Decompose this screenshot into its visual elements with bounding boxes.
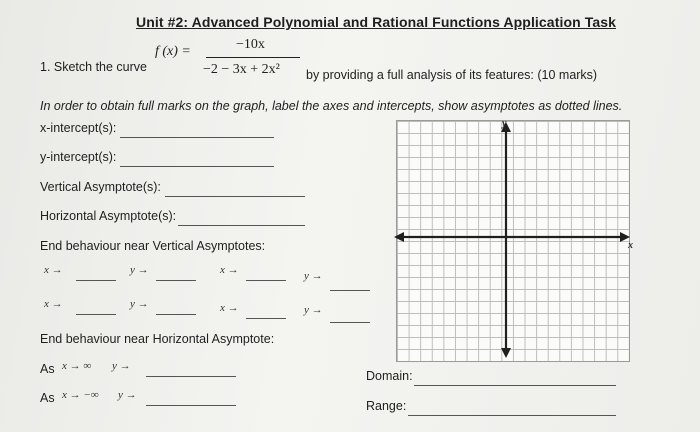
y-arrow-4: y → xyxy=(304,304,323,316)
domain-blank[interactable] xyxy=(414,385,616,386)
x-intercepts-label: x-intercept(s): xyxy=(40,121,117,135)
va-blank-4[interactable] xyxy=(330,290,370,291)
y-arrow-6: y → xyxy=(118,389,137,401)
x-arrow-3: x → xyxy=(44,298,63,310)
x-arrow-2: x → xyxy=(220,264,239,276)
fraction-denominator: −2 − 3x + 2x² xyxy=(203,62,280,77)
y-intercepts-blank[interactable] xyxy=(120,166,274,167)
graph-axes xyxy=(390,118,640,363)
va-blank-6[interactable] xyxy=(156,314,196,315)
instruction-text: In order to obtain full marks on the graph, label the axes and intercepts, show asymptotes as dotted lines. xyxy=(40,99,623,113)
va-blank-1[interactable] xyxy=(76,280,116,281)
page-title: Unit #2: Advanced Polynomial and Rational Functions Application Task xyxy=(136,14,617,30)
y-intercepts-label: y-intercept(s): xyxy=(40,150,117,164)
fraction-bar xyxy=(206,57,300,58)
as-label-1: As xyxy=(40,362,55,376)
end-behaviour-ha-label: End behaviour near Horizontal Asymptote: xyxy=(40,332,275,346)
x-to-inf: x → ∞ xyxy=(62,360,92,372)
x-arrow-1: x → xyxy=(44,264,63,276)
va-blank-5[interactable] xyxy=(76,314,116,315)
vertical-asymptotes-label: Vertical Asymptote(s): xyxy=(40,180,161,194)
y-arrow-2: y → xyxy=(304,270,323,282)
y-axis-bottom-arrow xyxy=(501,348,511,358)
y-axis-label: y xyxy=(502,118,507,129)
function-lhs: f (x) = xyxy=(155,44,191,59)
va-blank-8[interactable] xyxy=(330,322,370,323)
ha-blank-2[interactable] xyxy=(146,405,236,406)
horizontal-asymptotes-blank[interactable] xyxy=(178,225,305,226)
vertical-asymptotes-blank[interactable] xyxy=(165,196,305,197)
y-arrow-3: y → xyxy=(130,298,149,310)
range-label: Range: xyxy=(366,399,407,413)
x-axis-label: x xyxy=(628,240,633,251)
va-blank-7[interactable] xyxy=(246,318,286,319)
range-blank[interactable] xyxy=(408,415,616,416)
as-label-2: As xyxy=(40,391,55,405)
fraction-numerator: −10x xyxy=(236,37,265,52)
va-blank-2[interactable] xyxy=(156,280,196,281)
question-suffix: by providing a full analysis of its features: (10 marks) xyxy=(306,68,598,82)
ha-blank-1[interactable] xyxy=(146,376,236,377)
x-arrow-4: x → xyxy=(220,302,239,314)
end-behaviour-va-label: End behaviour near Vertical Asymptotes: xyxy=(40,239,266,253)
x-intercepts-blank[interactable] xyxy=(120,137,274,138)
va-blank-3[interactable] xyxy=(246,280,286,281)
y-arrow-5: y → xyxy=(112,360,131,372)
horizontal-asymptotes-label: Horizontal Asymptote(s): xyxy=(40,209,177,223)
y-arrow-1: y → xyxy=(130,264,149,276)
x-to-neg-inf: x → −∞ xyxy=(62,389,99,401)
x-axis-left-arrow xyxy=(394,232,404,242)
question-prefix: 1. Sketch the curve xyxy=(40,60,148,74)
domain-label: Domain: xyxy=(366,369,413,383)
